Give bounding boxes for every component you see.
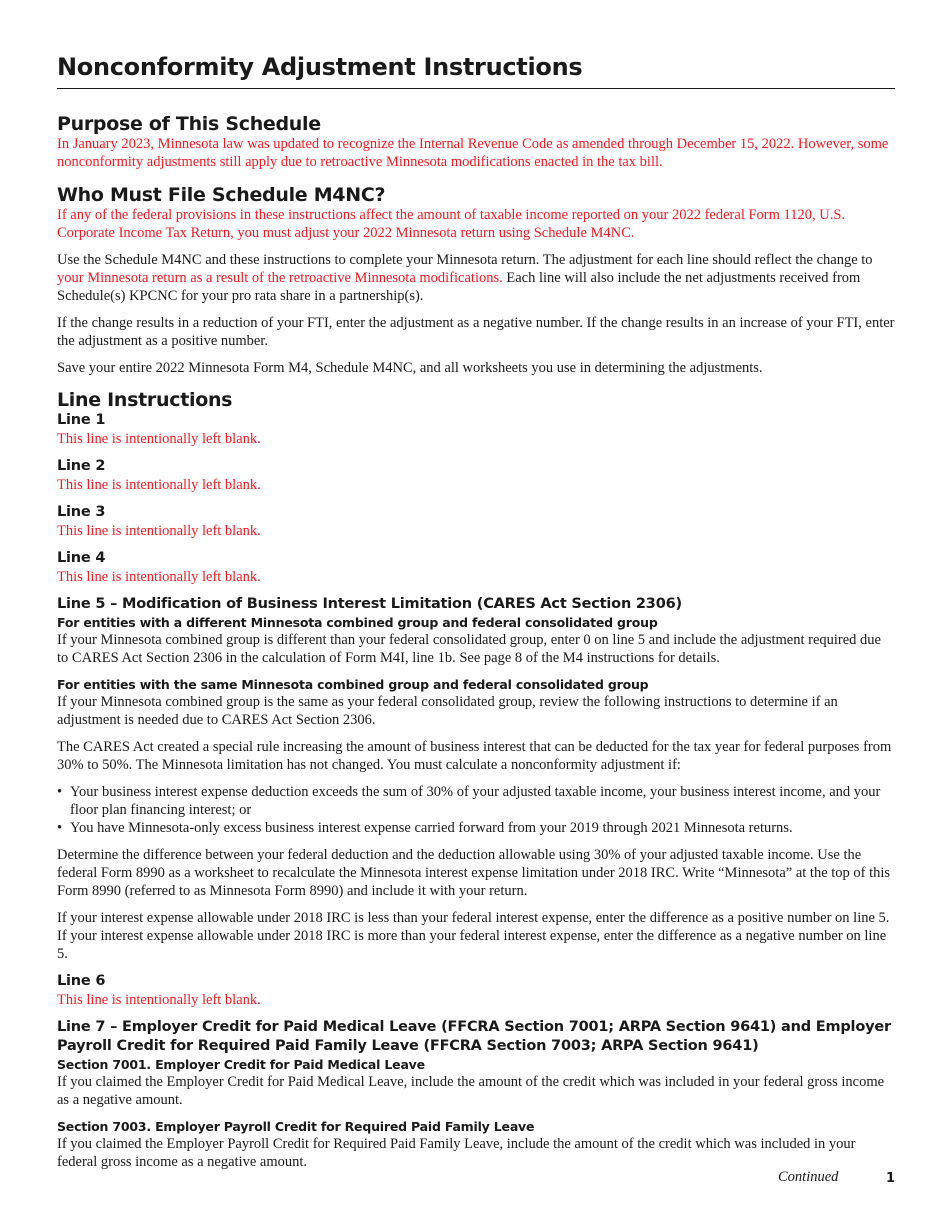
- p1-before: Use the Schedule M4NC and these instructions to complete your Minnesota return. The adjustment for each line should reflect the change to: [57, 252, 873, 268]
- p1-after: Each line will also include the net adjustments received from Schedule(s) KPCNC for your pro rata share in a partnership(s).: [57, 270, 861, 304]
- page-number: 1: [886, 1171, 896, 1186]
- continued-label: Continued: [778, 1169, 839, 1185]
- line-5-allowable-paragraph: If your interest expense allowable under 2018 IRC is less than your federal interest expense, enter the difference as a positive number on line 5. If your interest expense allowable under 2018 IRC is more than your federal interest expense, enter the difference as a negative number on line 5.: [57, 910, 890, 962]
- line-5-bullet-list: [57, 783, 895, 837]
- line-5-sub1-text: If your Minnesota combined group is different than your federal consolidated group, enter 0 on line 5 and include the adjustment required due to CARES Act Section 2306 in the calculation of Form M4I, line 1b. See page 8 of the M4 instructions for details.: [57, 632, 881, 666]
- who-must-file-paragraph-3: Save your entire 2022 Minnesota Form M4, Schedule M4NC, and all worksheets you use in determining the adjustments.: [57, 360, 763, 376]
- line-5-cares-paragraph: The CARES Act created a special rule increasing the amount of business interest that can be deducted for the tax year for federal purposes from 30% to 50%. The Minnesota limitation has not changed. You must calculate a nonconformity adjustment if:: [57, 739, 892, 773]
- line-6-blank-text: This line is intentionally left blank.: [57, 992, 261, 1008]
- p1-red: your Minnesota return as a result of the retroactive Minnesota modifications.: [57, 270, 503, 286]
- line-4-heading: Line 4: [57, 550, 106, 566]
- line-7-sub1-heading: Section 7001. Employer Credit for Paid Medical Leave: [57, 1057, 425, 1072]
- line-7-sub2-heading: Section 7003. Employer Payroll Credit for Required Paid Family Leave: [57, 1119, 535, 1134]
- line-6-heading: Line 6: [57, 973, 106, 989]
- line-7-sub1-text: If you claimed the Employer Credit for Paid Medical Leave, include the amount of the credit which was included in your federal gross income as a negative amount.: [57, 1074, 885, 1108]
- line-instructions-heading: Line Instructions: [57, 389, 233, 411]
- purpose-heading: Purpose of This Schedule: [57, 113, 321, 135]
- who-must-file-red-text: If any of the federal provisions in these instructions affect the amount of taxable income reported on your 2022 federal Form 1120, U.S. Corporate Income Tax Return, you must adjust your 2022 Minnesota return using Schedule M4NC.: [57, 207, 846, 241]
- line-7-heading: Line 7 – Employer Credit for Paid Medical Leave (FFCRA Section 7001; ARPA Section 9641) and Employer Payroll Credit for Required Paid Family Leave (FFCRA Section 7003; ARPA Section 9641): [57, 1019, 891, 1054]
- page-title: Nonconformity Adjustment Instructions: [57, 50, 895, 89]
- list-item: • Your business interest expense deduction exceeds the sum of 30% of your adjusted taxable income, your business interest income, and your floor plan financing interest; or: [57, 783, 895, 819]
- line-1-heading: Line 1: [57, 412, 106, 428]
- line-5-sub2-heading: For entities with the same Minnesota combined group and federal consolidated group: [57, 677, 649, 692]
- line-5-heading: Line 5 – Modification of Business Interest Limitation (CARES Act Section 2306): [57, 596, 682, 612]
- purpose-text: In January 2023, Minnesota law was updated to recognize the Internal Revenue Code as amended through December 15, 2022. However, some nonconformity adjustments still apply due to retroactive Minnesota modifications enacted in the tax bill.: [57, 136, 889, 170]
- list-item: • You have Minnesota-only excess business interest expense carried forward from your 2019 through 2021 Minnesota returns.: [57, 819, 895, 837]
- who-must-file-heading: Who Must File Schedule M4NC?: [57, 184, 386, 206]
- document-page: [57, 50, 895, 1171]
- line-4-blank-text: This line is intentionally left blank.: [57, 569, 261, 585]
- line-5-sub2-text: If your Minnesota combined group is the same as your federal consolidated group, review the following instructions to determine if an adjustment is needed due to CARES Act Section 2306.: [57, 694, 838, 728]
- line-7-sub2-text: If you claimed the Employer Payroll Credit for Required Paid Family Leave, include the amount of the credit which was included in your federal gross income as a negative amount.: [57, 1136, 856, 1170]
- line-1-blank-text: This line is intentionally left blank.: [57, 431, 261, 447]
- line-2-heading: Line 2: [57, 458, 106, 474]
- line-2-blank-text: This line is intentionally left blank.: [57, 477, 261, 493]
- who-must-file-paragraph-2: If the change results in a reduction of your FTI, enter the adjustment as a negative number. If the change results in an increase of your FTI, enter the adjustment as a positive number.: [57, 315, 895, 349]
- line-3-blank-text: This line is intentionally left blank.: [57, 523, 261, 539]
- line-3-heading: Line 3: [57, 504, 106, 520]
- line-5-determine-paragraph: Determine the difference between your federal deduction and the deduction allowable using 30% of your adjusted taxable income. Use the federal Form 8990 as a worksheet to recalculate the Minnesota interest expense limitation under 2018 IRC. Write “Minnesota” at the top of this Form 8990 (referred to as Minnesota Form 8990) and include it with your return.: [57, 847, 891, 899]
- line-5-sub1-heading: For entities with a different Minnesota combined group and federal consolidated group: [57, 615, 658, 630]
- who-must-file-paragraph-1: [57, 251, 895, 305]
